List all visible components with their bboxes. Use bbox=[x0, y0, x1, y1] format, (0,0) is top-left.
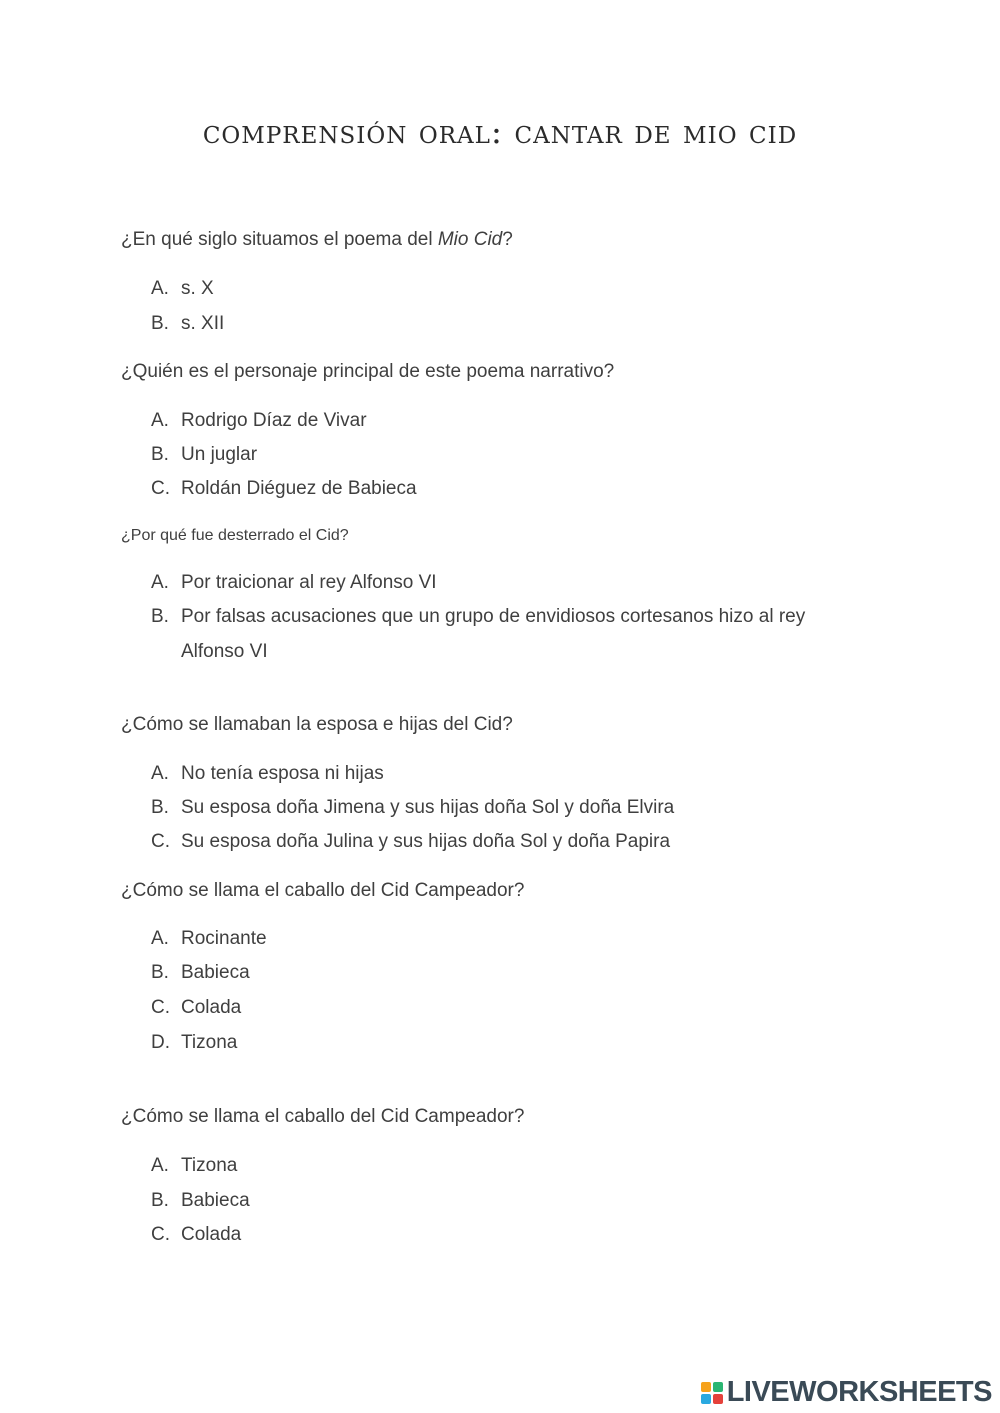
question-4: ¿Cómo se llamaban la esposa e hijas del Cid? bbox=[121, 714, 513, 735]
question-6-option-c[interactable] bbox=[151, 1217, 871, 1252]
option-text: Babieca bbox=[181, 1190, 250, 1211]
option-text: Por traicionar al rey Alfonso VI bbox=[181, 572, 437, 593]
option-text: Su esposa doña Jimena y sus hijas doña Sol y doña Elvira bbox=[181, 797, 675, 818]
page-title: comprensión oral: cantar de mio cid bbox=[202, 112, 798, 151]
question-6: ¿Cómo se llama el caballo del Cid Campeador? bbox=[121, 1106, 525, 1127]
question-2: ¿Quién es el personaje principal de este poema narrativo? bbox=[121, 361, 615, 382]
question-2-option-a[interactable] bbox=[151, 403, 871, 438]
option-letter: A. bbox=[151, 928, 169, 949]
option-letter: B. bbox=[151, 1190, 169, 1211]
option-letter: C. bbox=[151, 478, 170, 499]
option-letter: B. bbox=[151, 313, 169, 334]
question-4-option-b[interactable] bbox=[151, 790, 871, 825]
option-letter: B. bbox=[151, 797, 169, 818]
option-text: Su esposa doña Julina y sus hijas doña Sol y doña Papira bbox=[181, 831, 671, 852]
liveworksheets-icon bbox=[701, 1382, 723, 1404]
option-text: s. X bbox=[181, 278, 214, 299]
question-5-option-a[interactable] bbox=[151, 921, 871, 956]
option-text: Tizona bbox=[181, 1032, 238, 1053]
question-6-option-a[interactable] bbox=[151, 1148, 871, 1183]
option-text: Un juglar bbox=[181, 444, 258, 465]
question-1 bbox=[121, 229, 513, 251]
liveworksheets-logo[interactable] bbox=[701, 1376, 992, 1409]
option-text: Rocinante bbox=[181, 928, 267, 949]
option-text: Rodrigo Díaz de Vivar bbox=[181, 410, 367, 431]
logo-square bbox=[701, 1382, 711, 1392]
option-letter: A. bbox=[151, 1155, 169, 1176]
option-letter: B. bbox=[151, 962, 169, 983]
logo-square bbox=[713, 1382, 723, 1392]
question-5-option-d[interactable] bbox=[151, 1025, 871, 1060]
question-1-option-b[interactable] bbox=[151, 306, 871, 341]
option-text: Colada bbox=[181, 997, 242, 1018]
question-5-option-b[interactable] bbox=[151, 955, 871, 990]
option-letter: B. bbox=[151, 606, 169, 627]
question-3: ¿Por qué fue desterrado el Cid? bbox=[121, 527, 349, 544]
question-4-option-c[interactable] bbox=[151, 824, 871, 859]
brand-name: LIVEWORKSHEETS bbox=[726, 1376, 992, 1408]
option-text: Tizona bbox=[181, 1155, 238, 1176]
question-1-italic: Mio Cid bbox=[437, 229, 503, 250]
logo-square bbox=[713, 1394, 723, 1404]
option-letter: D. bbox=[151, 1032, 170, 1053]
option-text: Por falsas acusaciones que un grupo de envidiosos cortesanos hizo al rey Alfonso VI bbox=[181, 606, 806, 662]
option-text: Colada bbox=[181, 1224, 242, 1245]
option-text: Babieca bbox=[181, 962, 250, 983]
option-text: No tenía esposa ni hijas bbox=[181, 763, 384, 784]
question-1-option-a[interactable] bbox=[151, 271, 871, 306]
question-3-option-a[interactable] bbox=[151, 565, 871, 600]
question-5: ¿Cómo se llama el caballo del Cid Campeador? bbox=[121, 880, 525, 901]
option-letter: C. bbox=[151, 1224, 170, 1245]
option-letter: A. bbox=[151, 763, 169, 784]
question-2-option-b[interactable] bbox=[151, 437, 871, 472]
question-3-option-b[interactable] bbox=[151, 599, 871, 669]
option-text: Roldán Diéguez de Babieca bbox=[181, 478, 417, 499]
option-letter: C. bbox=[151, 831, 170, 852]
question-6-option-b[interactable] bbox=[151, 1183, 871, 1218]
option-letter: C. bbox=[151, 997, 170, 1018]
question-4-option-a[interactable] bbox=[151, 756, 871, 791]
option-letter: B. bbox=[151, 444, 169, 465]
option-letter: A. bbox=[151, 410, 169, 431]
question-1-text: ¿En qué siglo situamos el poema del bbox=[121, 229, 438, 250]
option-text: s. XII bbox=[181, 313, 225, 334]
logo-square bbox=[701, 1394, 711, 1404]
question-5-option-c[interactable] bbox=[151, 990, 871, 1025]
option-letter: A. bbox=[151, 572, 169, 593]
question-1-text-end: ? bbox=[502, 229, 513, 250]
option-letter: A. bbox=[151, 278, 169, 299]
question-2-option-c[interactable] bbox=[151, 471, 871, 506]
